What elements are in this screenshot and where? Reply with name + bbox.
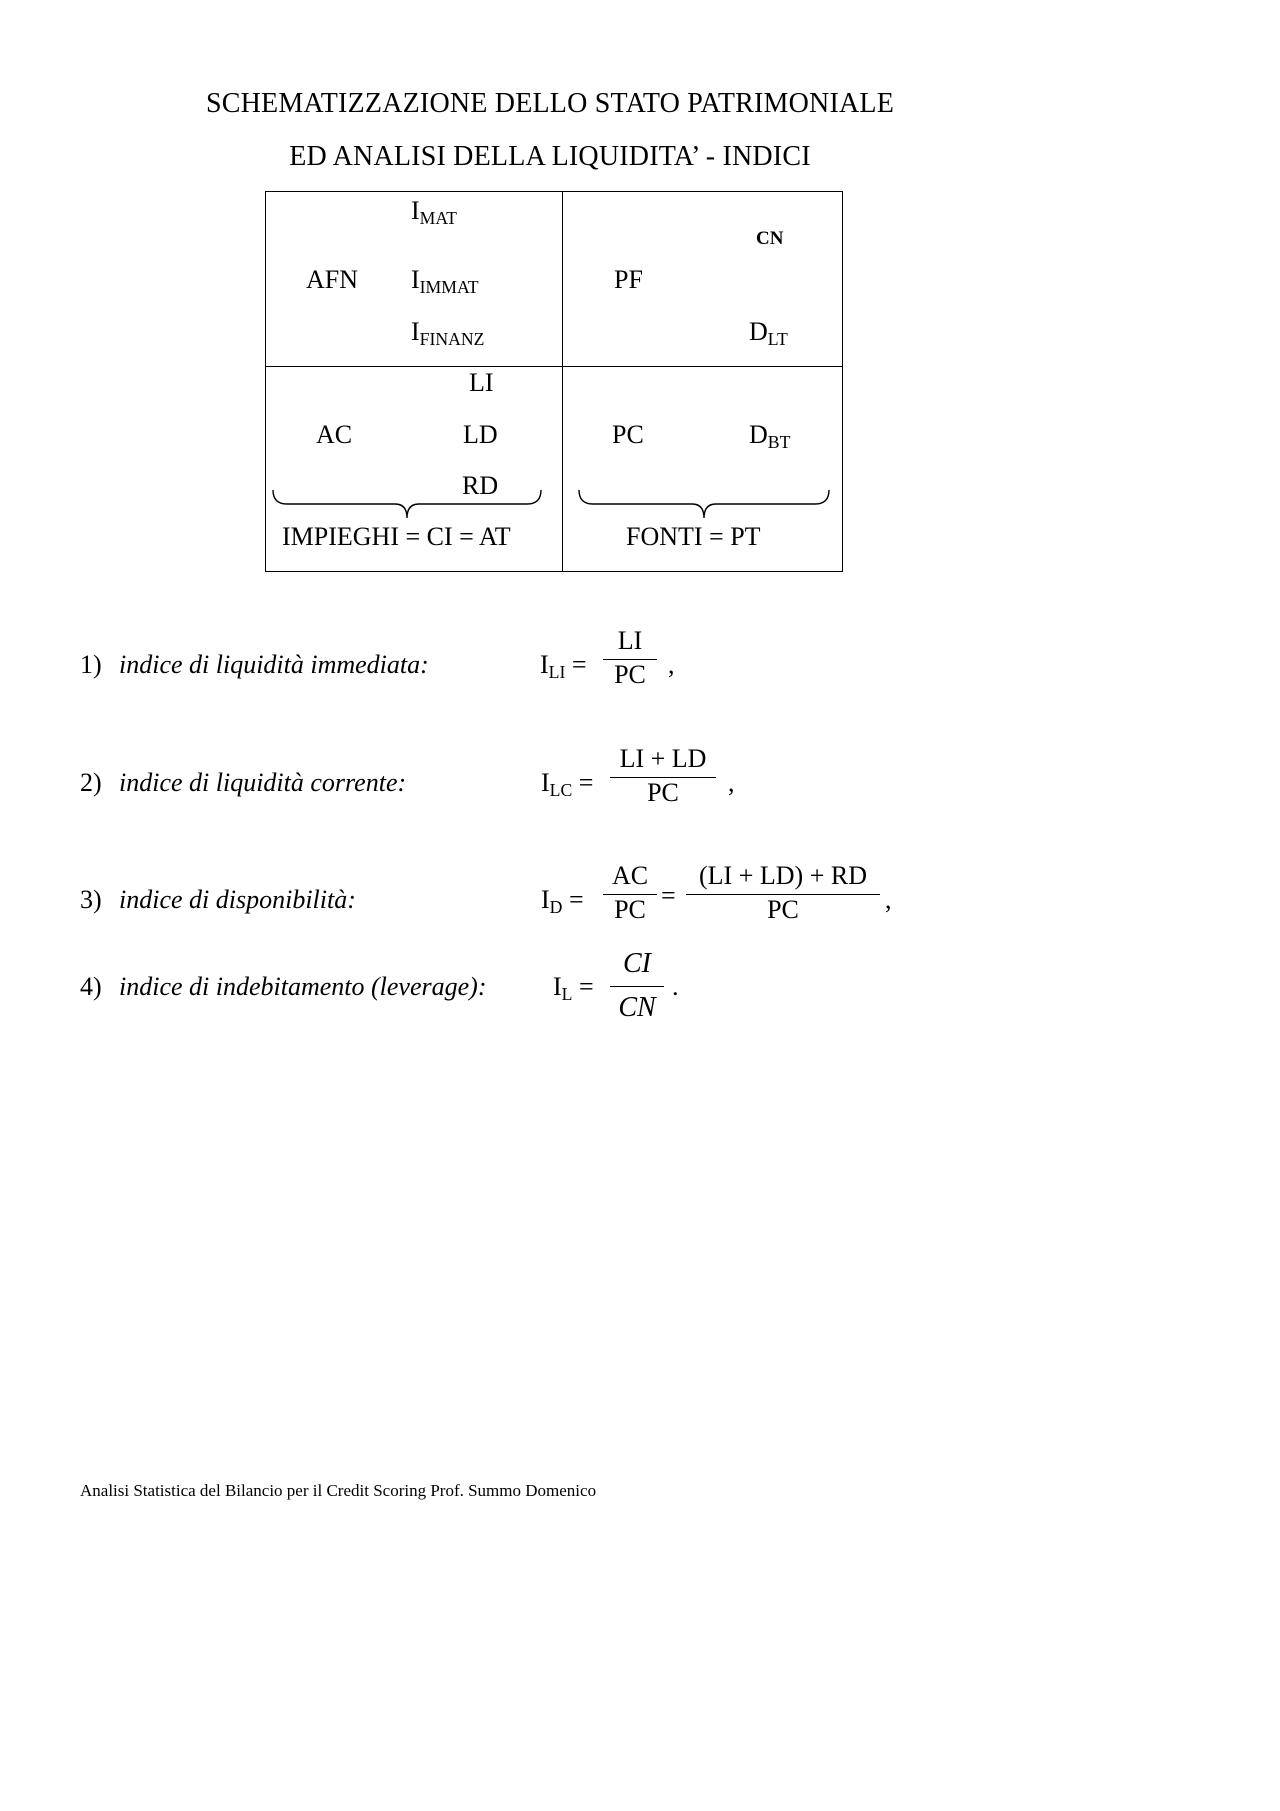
impieghi-brace [271,488,543,522]
formula-disponibilita [0,863,1100,943]
trailing-comma: , [728,768,735,797]
fonti-brace [577,488,831,522]
numerator: (LI + LD) + RD [699,861,867,890]
li-label: LI [469,368,494,397]
formula-number: 3) [80,885,102,914]
formula-indebitamento [0,950,1100,1030]
trailing-comma: , [668,650,675,679]
cn-label: CN [756,228,784,249]
page-title: SCHEMATIZZAZIONE DELLO STATO PATRIMONIALE [205,88,895,119]
numerator: AC [611,861,649,890]
afn-label: AFN [306,265,359,294]
imat-label: $I_{MAT}$ [411,196,457,228]
fonti-label: FONTI = PT [626,522,761,551]
page-subtitle: ED ANALISI DELLA LIQUIDITA’ - INDICI [289,141,811,172]
dlt-label: $D_{LT}$ [749,317,788,349]
fraction [603,628,657,692]
index-symbol: $I_{LI}$ = [540,650,587,682]
index-symbol: $I_L$ = [553,972,594,1004]
fraction [610,950,664,1026]
pc-label: PC [612,420,644,449]
denominator: CN [618,992,656,1023]
dbt-label: $D_{BT}$ [749,420,791,452]
ld-label: LD [463,420,498,449]
fraction-expanded [686,863,880,927]
formula-liquidita-immediata [0,628,1100,708]
formula-number: 2) [80,768,102,797]
formula-number: 4) [80,972,102,1001]
numerator: CI [623,948,651,979]
impieghi-label: IMPIEGHI = CI = AT [282,522,511,551]
index-symbol: $I_D$ = [541,885,584,917]
denominator: PC [614,895,646,924]
balance-sheet-scheme [265,191,843,572]
ifinanz-label: $I_{FINANZ}$ [411,317,485,349]
equals-sign: = [661,881,676,910]
formula-description: indice di liquidità corrente: [119,768,407,797]
denominator: PC [767,895,799,924]
numerator: LI [617,626,643,655]
scheme-vertical-divider [562,192,563,571]
formula-number: 1) [80,650,102,679]
footer-text: Analisi Statistica del Bilancio per il Credit Scoring Prof. Summo Domenico [80,1481,597,1500]
rd-label: RD [462,471,499,500]
formula-description: indice di liquidità immediata: [119,650,429,679]
fraction [603,863,657,927]
numerator: LI + LD [619,744,707,773]
scheme-horizontal-divider [266,366,842,367]
ac-label: AC [316,420,353,449]
iimmat-label: $I_{IMMAT}$ [411,265,479,297]
index-symbol: $I_{LC}$ = [541,768,594,800]
formula-description: indice di indebitamento (leverage): [119,972,487,1001]
fraction-bar [610,986,664,987]
pf-label: PF [614,265,643,294]
denominator: PC [647,778,679,807]
trailing-comma: , [885,885,892,914]
formula-description: indice di disponibilità: [119,885,356,914]
denominator: PC [614,660,646,689]
trailing-period: . [672,972,679,1001]
fraction [610,746,716,810]
formula-liquidita-corrente [0,746,1100,826]
